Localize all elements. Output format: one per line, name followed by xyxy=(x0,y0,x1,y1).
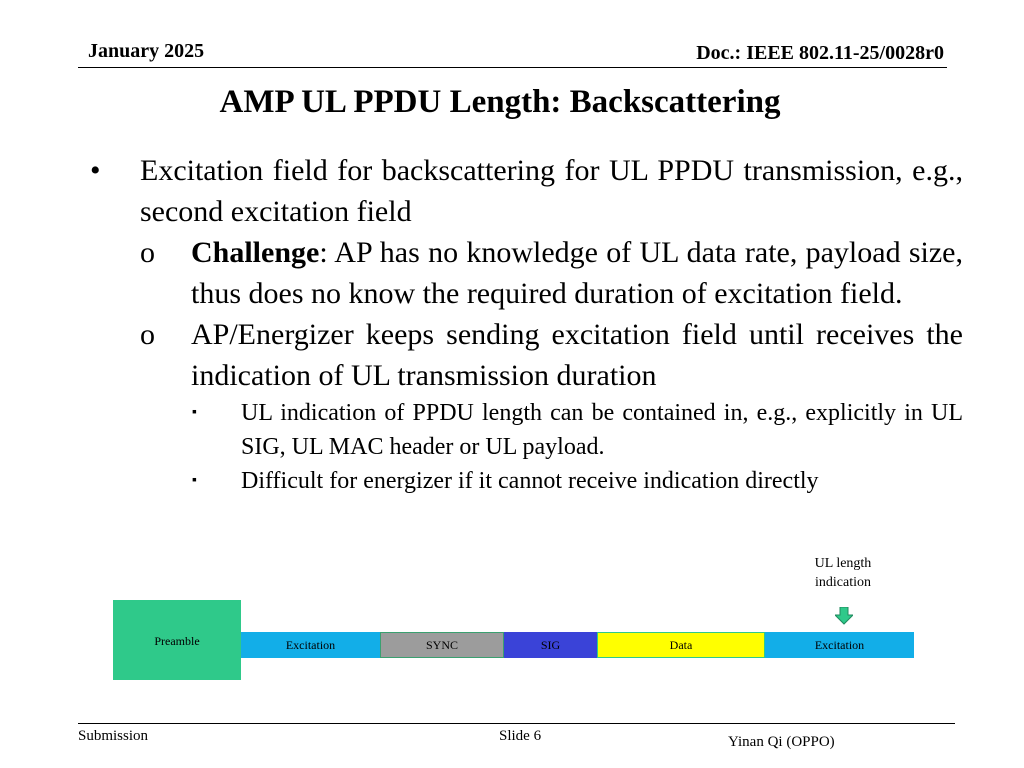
bullet-marker: ▪ xyxy=(192,473,197,488)
slide-title: AMP UL PPDU Length: Backscattering xyxy=(219,84,781,120)
bullet-text: : AP has no knowledge of UL data rate, payload size, thus does no know the required duration of excitation field. xyxy=(191,236,963,310)
footer-submission: Submission xyxy=(78,728,149,744)
excitation-segment-second: Excitation xyxy=(765,632,914,658)
footer-author: Yinan Qi (OPPO) xyxy=(728,734,835,750)
bullet-level3 xyxy=(88,396,963,464)
down-arrow-icon xyxy=(835,607,853,625)
bullet-bold-term: Challenge xyxy=(191,236,320,269)
bullet-text: AP/Energizer keeps sending excitation field until receives the indication of UL transmission duration xyxy=(191,318,963,392)
sig-segment: SIG xyxy=(504,632,597,658)
sync-segment: SYNC xyxy=(380,632,504,658)
preamble-segment: Preamble xyxy=(113,600,241,680)
ul-label-line: UL length xyxy=(814,556,872,571)
ul-label-line: indication xyxy=(815,575,871,590)
data-segment: Data xyxy=(597,632,765,658)
header-divider xyxy=(78,67,947,68)
bullet-marker: ▪ xyxy=(192,405,197,420)
bullet-text: Difficult for energizer if it cannot receive indication directly xyxy=(241,468,819,494)
footer-divider xyxy=(78,723,955,724)
bullet-text: UL indication of PPDU length can be contained in, e.g., explicitly in UL SIG, UL MAC header or UL payload. xyxy=(241,400,963,460)
bullet-level2 xyxy=(88,232,963,314)
bullet-marker: • xyxy=(90,154,101,187)
footer-slide-number: Slide 6 xyxy=(499,728,542,744)
bullet-text: Excitation field for backscattering for UL PPDU transmission, e.g., second excitation field xyxy=(140,154,963,228)
bullet-level1 xyxy=(88,150,963,232)
bullet-marker: o xyxy=(140,318,155,351)
bullet-marker: o xyxy=(140,236,155,269)
excitation-segment: Excitation xyxy=(241,632,380,658)
header-date: January 2025 xyxy=(88,40,205,62)
ul-length-indication-label xyxy=(800,554,886,592)
bullet-level2 xyxy=(88,314,963,396)
bullet-level3 xyxy=(88,464,963,498)
slide-body xyxy=(88,150,963,498)
header-doc-number: Doc.: IEEE 802.11-25/0028r0 xyxy=(696,42,944,64)
